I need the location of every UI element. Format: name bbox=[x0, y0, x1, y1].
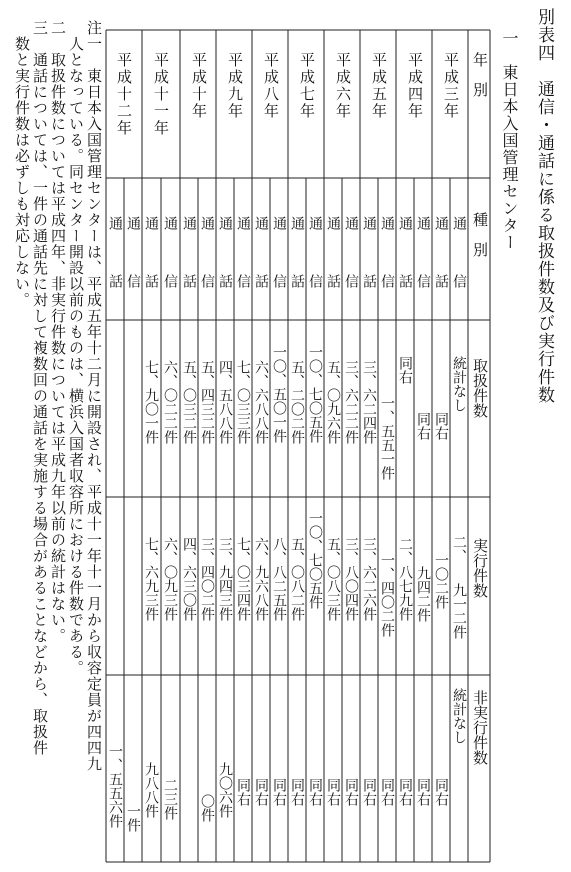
not-executed-cell: 一、五五六件 bbox=[107, 744, 123, 828]
kind-cell: 通信 bbox=[271, 216, 287, 332]
note-line: 三 通話については、一件の通話先に対して複数回の通話を実施する場合があることなどから、取扱件 bbox=[31, 20, 49, 756]
executed-cell-merged: 九一二件 bbox=[451, 583, 467, 639]
kind-cell: 通信 bbox=[343, 216, 359, 332]
year-label: 平成四年 bbox=[406, 52, 424, 120]
notes-block bbox=[10, 20, 106, 870]
year-label: 平成八年 bbox=[262, 52, 280, 120]
kind-cell: 通信 bbox=[235, 216, 251, 332]
handled-cell: 同右 bbox=[415, 412, 431, 440]
kind-cell: 通信 bbox=[125, 216, 141, 332]
executed-cell: 二、 bbox=[451, 535, 467, 563]
executed-cell: 一、四〇二件 bbox=[379, 553, 395, 637]
not-executed-cell: 同右 bbox=[361, 778, 377, 806]
not-executed-cell: 同右 bbox=[397, 778, 413, 806]
not-executed-cell: 〇件 bbox=[199, 794, 215, 822]
kind-cell: 通話 bbox=[325, 216, 341, 332]
kind-cell: 通話 bbox=[433, 216, 449, 332]
handled-cell: 三、六二二件 bbox=[343, 360, 359, 444]
handled-cell: 統計なし bbox=[451, 356, 467, 412]
handled-cell: 六、〇二二件 bbox=[162, 360, 178, 444]
handled-cell: 一〇、五〇一件 bbox=[271, 345, 287, 443]
not-executed-cell: 同右 bbox=[343, 778, 359, 806]
kind-cell: 通話 bbox=[397, 216, 413, 332]
executed-cell: 五、〇八二件 bbox=[289, 537, 305, 621]
header-not-executed: 非実行件数 bbox=[471, 690, 489, 765]
note-line: 二 取扱件数については平成四年、非実行件数については平成九年以前の統計はない。 bbox=[49, 20, 67, 644]
not-executed-cell: 二三件 bbox=[162, 778, 178, 820]
not-executed-cell: 同右 bbox=[307, 778, 323, 806]
year-label: 平成十年 bbox=[190, 52, 208, 120]
executed-cell: 四、六三〇件 bbox=[181, 537, 197, 621]
executed-cell: 九四二件 bbox=[415, 566, 431, 622]
executed-cell: 一〇、七〇五件 bbox=[307, 511, 323, 609]
not-executed-cell: 九〇六件 bbox=[217, 762, 233, 818]
handled-cell: 同右 bbox=[433, 412, 449, 440]
kind-cell: 通話 bbox=[289, 216, 305, 332]
executed-cell: 六、九六八件 bbox=[253, 537, 269, 621]
year-label: 平成三年 bbox=[442, 52, 460, 120]
kind-cell: 通話 bbox=[107, 216, 123, 332]
header-kind: 種 別 bbox=[471, 212, 489, 257]
kind-cell: 通信 bbox=[415, 216, 431, 332]
not-executed-cell: 同右 bbox=[433, 778, 449, 806]
not-executed-cell: 九八八件 bbox=[143, 762, 159, 818]
year-label: 平成九年 bbox=[226, 52, 244, 120]
not-executed-cell: 統計なし bbox=[451, 688, 467, 744]
handled-cell: 一、五五一件 bbox=[379, 396, 395, 480]
header-handled: 取扱件数 bbox=[471, 358, 489, 418]
executed-cell: 三、九四三件 bbox=[217, 537, 233, 621]
not-executed-cell: 同右 bbox=[253, 778, 269, 806]
header-executed: 実行件数 bbox=[471, 538, 489, 598]
year-label: 平成十一年 bbox=[152, 52, 170, 137]
executed-cell: 三、四〇二件 bbox=[199, 537, 215, 621]
kind-cell: 通信 bbox=[379, 216, 395, 332]
not-executed-cell: 同右 bbox=[289, 778, 305, 806]
executed-cell: 三、六二六件 bbox=[361, 537, 377, 621]
handled-cell: 五、〇九六件 bbox=[325, 360, 341, 444]
kind-cell: 通話 bbox=[217, 216, 233, 332]
handled-cell: 四、五八八件 bbox=[217, 360, 233, 444]
note-line: 人となっている。同センター開設以前のものは、横浜入国者収容所における件数である。 bbox=[67, 36, 85, 676]
header-year: 年 別 bbox=[471, 52, 489, 97]
kind-cell: 通話 bbox=[181, 216, 197, 332]
section-heading: 一 東日本入国管理センター bbox=[500, 30, 519, 251]
handled-cell: 七、〇三三件 bbox=[235, 360, 251, 444]
executed-cell: 五、〇八三件 bbox=[325, 537, 341, 621]
kind-cell: 通信 bbox=[451, 216, 467, 332]
year-label: 平成七年 bbox=[298, 52, 316, 120]
note-line: 注一 東日本入国管理センターは、平成五年十二月に開設され、平成十一年十一月から収容定員が四四九 bbox=[85, 20, 103, 772]
handled-cell: 三、六二四件 bbox=[361, 360, 377, 444]
executed-cell: 二、八七九件 bbox=[397, 537, 413, 621]
executed-cell: 一〇二件 bbox=[433, 553, 449, 609]
executed-cell: 七、〇三四件 bbox=[235, 537, 251, 621]
executed-cell: 七、六九三件 bbox=[143, 537, 159, 621]
executed-cell: 八、八二五件 bbox=[271, 537, 287, 621]
year-label: 平成五年 bbox=[370, 52, 388, 120]
kind-cell: 通信 bbox=[162, 216, 178, 332]
handled-cell: 七、九〇一件 bbox=[143, 360, 159, 444]
note-line: 数と実行件数は必ずしも対応しない。 bbox=[13, 36, 31, 308]
handled-cell: 一〇、七〇五件 bbox=[307, 345, 323, 443]
table-title: 別表四 通信・通話に係る取扱件数及び実行件数 bbox=[534, 8, 554, 404]
executed-cell: 三、八〇四件 bbox=[343, 537, 359, 621]
handled-cell: 五、四三二件 bbox=[199, 360, 215, 444]
handled-cell: 五、二〇二件 bbox=[289, 360, 305, 444]
not-executed-cell: 同右 bbox=[325, 778, 341, 806]
handled-cell: 六、六八八件 bbox=[253, 360, 269, 444]
not-executed-cell: 同右 bbox=[415, 778, 431, 806]
not-executed-cell: 同右 bbox=[271, 778, 287, 806]
executed-cell: 六、〇九三件 bbox=[162, 537, 178, 621]
not-executed-cell: 同右 bbox=[379, 778, 395, 806]
kind-cell: 通信 bbox=[307, 216, 323, 332]
handled-cell: 五、〇三二件 bbox=[181, 360, 197, 444]
kind-cell: 通話 bbox=[143, 216, 159, 332]
kind-cell: 通話 bbox=[253, 216, 269, 332]
handled-cell: 同右 bbox=[397, 356, 413, 384]
not-executed-cell: 同右 bbox=[235, 778, 251, 806]
year-label: 平成六年 bbox=[334, 52, 352, 120]
not-executed-cell: 一件 bbox=[125, 804, 141, 832]
year-label: 平成十二年 bbox=[115, 52, 133, 137]
kind-cell: 通信 bbox=[199, 216, 215, 332]
kind-cell: 通話 bbox=[361, 216, 377, 332]
